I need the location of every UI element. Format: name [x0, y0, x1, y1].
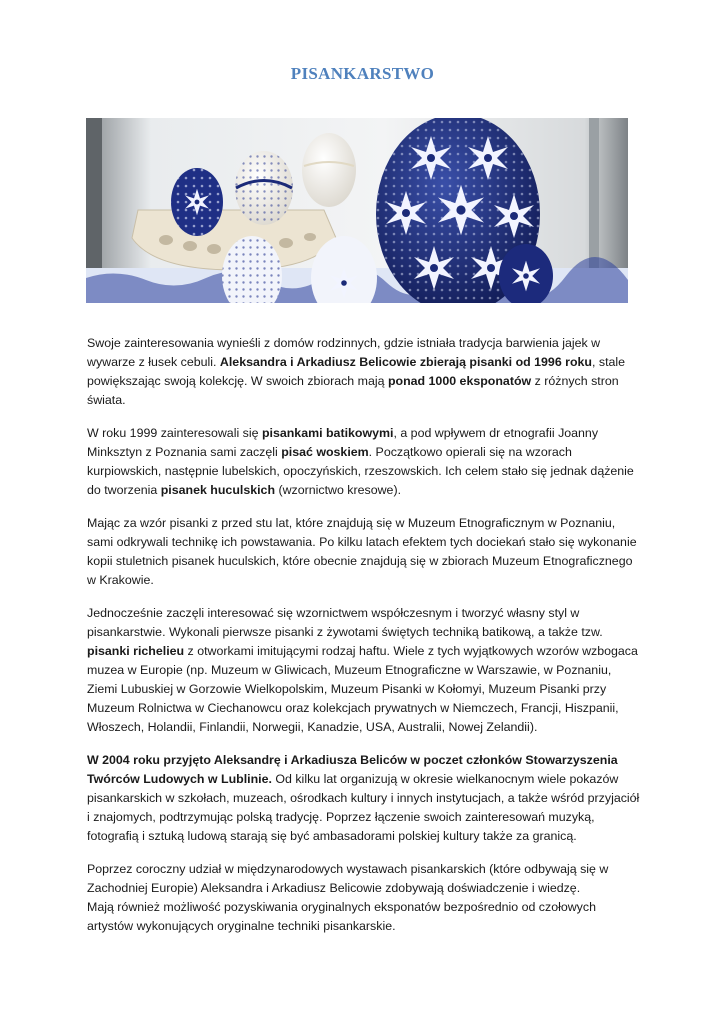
text-run: Swoje zainteresowania wynieśli z domów rodzinnych, gdzie istniała tradycja barwienia jajek w wywarze z łusek cebuli. — [87, 336, 601, 369]
text-run: W roku 1999 zainteresowali się — [87, 426, 262, 440]
paragraph-1 — [87, 334, 640, 410]
bold-run: pisanki richelieu — [87, 644, 185, 658]
text-run: Mają również możliwość pozyskiwania oryginalnych eksponatów bezpośrednio od czołowych artystów wykonujących oryginalne techniki pisankarskie. — [87, 900, 596, 933]
bold-run: pisać woskiem — [281, 445, 369, 459]
page-title: PISANKARSTWO — [290, 64, 435, 83]
text-run: . Początkowo opierali się na wzorach kurpiowskich, następnie lubelskich, opoczyńskich, rzeszowskich. Ich celem stało się jednak dążenie do tworzenia — [87, 445, 634, 497]
article-body — [87, 334, 640, 950]
paragraph-6 — [87, 860, 640, 936]
bold-run: pisankami batikowymi — [261, 426, 394, 440]
bold-run: pisanek huculskich — [160, 483, 276, 497]
text-run: z otworkami imitującymi rodzaj haftu. Wiele z tych wyjątkowych wzorów wzbogaca muzea w Europie (np. Muzeum w Gliwicach, Muzeum Etnograficzne w Warszawie, w Poznaniu, Ziemi Lubuskiej w Gorzowie Wielkopolskim, Muzeum Pisanki w Kołomyi, Muzeum Pisanki przy Muzeum Rolnictwa w Ciechanowcu oraz kolekcjach prywatnych w Niemczech, Francji, Hiszpanii, Włoszech, Holandii, Finlandii, Norwegii, Kanadzie, USA, Australii, Nowej Zelandii). — [87, 644, 638, 734]
text-run: (wzornictwo kresowe). — [275, 483, 402, 497]
paragraph-4 — [87, 604, 640, 737]
paragraph-3: Mając za wzór pisanki z przed stu lat, które znajdują się w Muzeum Etnograficznym w Poznaniu, sami odkrywali technikę ich powstawania. Po kilku latach efektem tych dociekań stało się wykonanie kopii stuletnich pisanek huculskich, które obecnie znajdują się w zbiorach Muzeum Etnograficznego w Krakowie. — [87, 516, 637, 587]
text-run: , stale powiększając swoją kolekcję. W swoich zbiorach mają — [87, 355, 626, 388]
paragraph-2 — [87, 424, 640, 500]
decorated-easter-eggs-photo — [86, 118, 628, 303]
text-run: Poprzez coroczny udział w międzynarodowych wystawach pisankarskich (które odbywają się w Zachodniej Europie) Aleksandra i Arkadiusz Belicowie zdobywają doświadczenie i wiedzę. — [87, 862, 609, 895]
text-run: z różnych stron świata. — [87, 374, 619, 407]
text-run: , a pod wpływem dr etnografii Joanny Minksztyn z Poznania sami zaczęli — [87, 426, 599, 459]
bold-run: ponad 1000 eksponatów — [387, 374, 532, 388]
bold-run: W 2004 roku przyjęto Aleksandrę i Arkadiusza Beliców w poczet członków Stowarzyszenia Twórców Ludowych w Lublinie. — [87, 753, 618, 786]
bold-run: Aleksandra i Arkadiusz Belicowie zbierają pisanki od 1996 roku — [219, 355, 593, 369]
text-run: Jednocześnie zaczęli interesować się wzornictwem współczesnym i tworzyć własny styl w pisankarstwie. Wykonali pierwsze pisanki z żywotami świętych techniką batikową, a także tzw. — [87, 606, 603, 639]
paragraph-5 — [87, 751, 640, 846]
text-run: Od kilku lat organizują w okresie wielkanocnym wiele pokazów pisankarskich w szkołach, muzeach, ośrodkach kultury i innych instytucjach, a także wśród przyjaciół i znajomych, podtrzymując polską tradycję. Poprzez łączenie swoich zainteresowań muzyką, fotografią i sztuką ludową starają się być ambasadorami polskiej kultury także za granicą. — [87, 772, 640, 843]
